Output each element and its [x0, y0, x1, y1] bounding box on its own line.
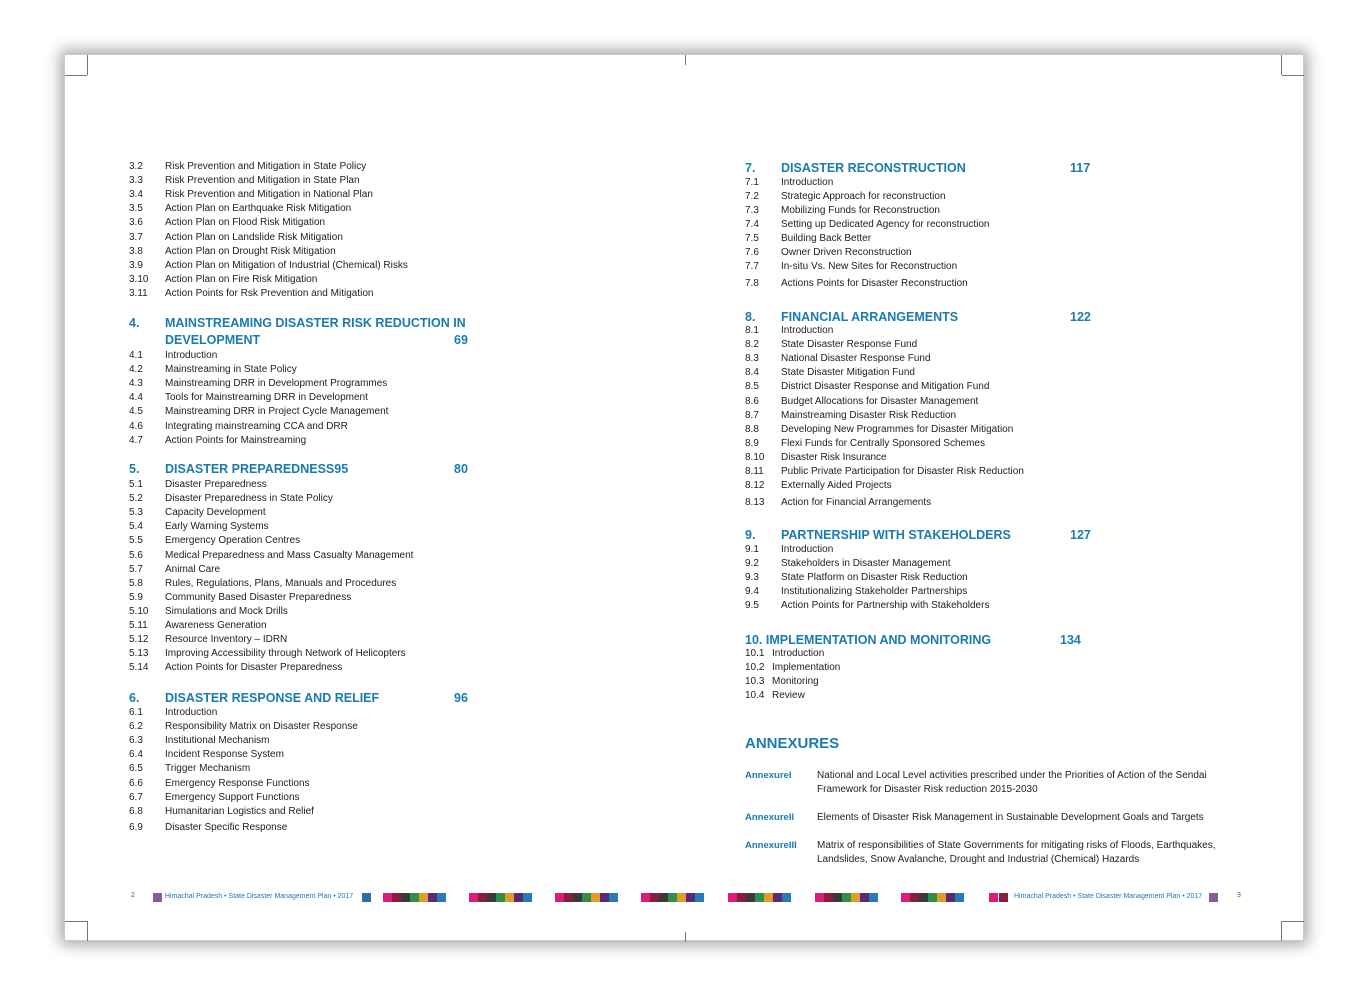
toc-entry-title: Stakeholders in Disaster Management [781, 558, 951, 570]
toc-entry-title: Risk Prevention and Mitigation in National Plan [165, 189, 373, 201]
toc-entry-number: 3.11 [129, 287, 148, 299]
toc-entry-title: State Disaster Mitigation Fund [781, 367, 915, 379]
stripe-cell [869, 893, 878, 902]
toc-entry-title: Action Plan on Fire Risk Mitigation [165, 273, 318, 285]
crop-mark [685, 55, 686, 65]
toc-entry-title: Action for Financial Arrangements [781, 497, 932, 508]
toc-entry-number: 6.1 [129, 707, 143, 718]
toc-entry-number: 7.7 [745, 261, 759, 272]
stripe-cell [910, 893, 919, 902]
stripe-cell [782, 893, 791, 902]
toc-entry-number: 5.8 [129, 577, 143, 589]
toc-entry-number: 6.7 [129, 791, 143, 803]
stripe-cell [428, 893, 437, 902]
toc-entry-number: 8.13 [745, 497, 765, 508]
toc-entry-number: 8.12 [745, 480, 765, 492]
chapter-heading [745, 527, 1110, 544]
toc-entry-title: Action Plan on Earthquake Risk Mitigation [165, 203, 352, 215]
toc-entry-title: Externally Aided Projects [781, 480, 892, 492]
annexure-label: AnnexureIII [745, 840, 797, 851]
toc-entry-number: 5.7 [129, 563, 143, 575]
toc-entry-number: 8.4 [745, 367, 759, 379]
chapter-title: PARTNERSHIP WITH STAKEHOLDERS [781, 528, 1011, 542]
stripe-cell [686, 893, 695, 902]
toc-entry-title: Public Private Participation for Disaster Risk Reduction [781, 466, 1024, 477]
toc-entry-title: Institutional Mechanism [165, 735, 270, 747]
toc-entry-title: State Platform on Disaster Risk Reduction [781, 572, 968, 584]
chapter-number: 8. [745, 310, 756, 324]
chapter-heading [745, 160, 1110, 177]
toc-entry-title: Introduction [165, 707, 218, 718]
toc-entry-title: Action Plan on Drought Risk Mitigation [165, 245, 336, 257]
toc-entry-title: Mainstreaming in State Policy [165, 364, 297, 376]
stripe-cell [946, 893, 955, 902]
toc-entry-title: Improving Accessibility through Network of Helicopters [165, 648, 406, 660]
toc-entry-title: Disaster Preparedness in State Policy [165, 493, 333, 505]
toc-entry-title: Early Warning Systems [165, 521, 269, 533]
chapter-title: DISASTER RESPONSE AND RELIEF [165, 691, 380, 705]
toc-entry-number: 3.10 [129, 273, 149, 285]
footer-stripe-group [383, 893, 446, 902]
stripe-cell [851, 893, 860, 902]
toc-entry-title: State Disaster Response Fund [781, 339, 918, 351]
chapter-page-number: 117 [1070, 161, 1091, 175]
stripe-cell [650, 893, 659, 902]
toc-entry-number: 8.11 [745, 466, 764, 477]
toc-entry-title: Trigger Mechanism [165, 763, 251, 775]
stripe-cell [919, 893, 928, 902]
toc-entry-title: Mainstreaming DRR in Project Cycle Management [165, 406, 389, 418]
toc-entry-title: Actions Points for Disaster Reconstruction [781, 278, 968, 289]
toc-entry-number: 6.5 [129, 763, 143, 775]
toc-entry-number: 3.3 [129, 175, 143, 187]
toc-entry-title: Flexi Funds for Centrally Sponsored Schemes [781, 437, 985, 449]
toc-entry-number: 8.7 [745, 409, 759, 421]
toc-entry-title: Implementation [772, 662, 841, 674]
toc-entry-number: 10.1 [745, 648, 765, 659]
toc-entry-title: Owner Driven Reconstruction [781, 247, 912, 258]
toc-entry-number: 9.2 [745, 558, 759, 570]
toc-entry-number: 3.2 [129, 161, 143, 172]
toc-entry-title: Action Points for Disaster Preparedness [165, 662, 343, 674]
toc-entry-number: 8.5 [745, 381, 759, 393]
toc-entry-title: Capacity Development [165, 507, 266, 519]
toc-entry-title: Risk Prevention and Mitigation in State Policy [165, 161, 367, 172]
toc-entry-title: In-situ Vs. New Sites for Reconstruction [781, 261, 958, 272]
annexure-item [745, 839, 1225, 869]
footer-stripe-group [728, 893, 791, 902]
annexure-item [745, 811, 1225, 841]
stripe-cell [860, 893, 869, 902]
annexure-description: Elements of Disaster Risk Management in Sustainable Development Goals and Targets [817, 812, 1204, 823]
stripe-cell [600, 893, 609, 902]
toc-entry-number: 6.8 [129, 805, 143, 817]
toc-entry-number: 8.10 [745, 451, 765, 463]
stripe-cell [383, 893, 392, 902]
toc-entry-title: District Disaster Response and Mitigation Fund [781, 381, 990, 393]
toc-entry-number: 8.9 [745, 437, 759, 449]
chapter-number: 7. [745, 161, 756, 175]
annexure-description: Matrix of responsibilities of State Governments for mitigating risks of Floods, Earthquakes, Landslides, Snow Avalanche, Drought and Industrial (Chemical) Hazards [817, 840, 1216, 865]
toc-entry-title: Setting up Dedicated Agency for reconstruction [781, 219, 990, 230]
toc-entry-number: 5.5 [129, 535, 143, 547]
toc-entry-number: 5.3 [129, 507, 143, 519]
toc-entry-number: 5.6 [129, 549, 143, 561]
footer-stripe-group [815, 893, 878, 902]
chapter-number: 9. [745, 528, 756, 542]
chapter-number: 6. [129, 691, 140, 705]
toc-entry-title: Rules, Regulations, Plans, Manuals and Procedures [165, 577, 397, 589]
toc-entry-title: Action Plan on Mitigation of Industrial (Chemical) Risks [165, 259, 408, 271]
stripe-cell [392, 893, 401, 902]
toc-entry-title: Review [772, 690, 805, 702]
stripe-cell [955, 893, 964, 902]
stripe-cell [824, 893, 833, 902]
crop-mark [1282, 75, 1304, 76]
stripe-cell [523, 893, 532, 902]
toc-entry-number: 5.10 [129, 605, 149, 617]
stripe-cell [410, 893, 419, 902]
toc-entry-title: Monitoring [772, 676, 819, 688]
crop-mark [685, 932, 686, 942]
footer-text-left: Himachal Pradesh • State Disaster Management Plan • 2017 [165, 893, 354, 900]
toc-entry-number: 4.1 [129, 350, 143, 361]
toc-entry-title: Animal Care [165, 563, 221, 575]
toc-entry-number: 4.5 [129, 406, 143, 418]
toc-entry-title: Introduction [781, 544, 834, 555]
toc-entry-number: 9.3 [745, 572, 759, 584]
stripe-cell [496, 893, 505, 902]
stripe-cell [815, 893, 824, 902]
chapter-page-number: 122 [1070, 310, 1091, 324]
stripe-cell [937, 893, 946, 902]
toc-entry-number: 4.7 [129, 434, 143, 446]
stripe-cell [773, 893, 782, 902]
stripe-cell [755, 893, 764, 902]
stripe-cell [677, 893, 686, 902]
toc-entry-title: Emergency Operation Centres [165, 535, 301, 547]
stripe-cell [659, 893, 668, 902]
toc-entry-number: 8.3 [745, 353, 759, 365]
stripe-cell [695, 893, 704, 902]
toc-entry-title: Building Back Better [781, 233, 872, 244]
toc-entry-title: Mainstreaming DRR in Development Programmes [165, 378, 388, 390]
toc-entry-title: Risk Prevention and Mitigation in State Plan [165, 175, 360, 187]
toc-entry-title: Action Points for Mainstreaming [165, 434, 307, 446]
page-number-left: 2 [131, 892, 135, 899]
toc-entry-title: Action Points for Partnership with Stakeholders [781, 600, 990, 612]
toc-entry-title: Community Based Disaster Preparedness [165, 591, 352, 603]
toc-entry-number: 3.7 [129, 231, 143, 243]
crop-mark [1281, 55, 1282, 75]
toc-entry-title: Developing New Programmes for Disaster Mitigation [781, 423, 1014, 435]
toc-entry-title: Strategic Approach for reconstruction [781, 191, 946, 202]
toc-entry-title: Disaster Preparedness [165, 479, 267, 490]
footer-text-right: Himachal Pradesh • State Disaster Management Plan • 2017 [1014, 893, 1203, 900]
annexures-heading: ANNEXURES [745, 735, 840, 752]
toc-entry-title: Introduction [165, 350, 218, 361]
toc-entry-number: 5.14 [129, 662, 149, 674]
toc-entry-number: 10.2 [745, 662, 765, 674]
toc-entry-title: Introduction [781, 325, 834, 336]
toc-entry-number: 4.4 [129, 392, 143, 404]
toc-entry-number: 4.6 [129, 420, 143, 432]
toc-entry-number: 5.13 [129, 648, 149, 660]
stripe-cell [573, 893, 582, 902]
toc-entry-title: Disaster Risk Insurance [781, 451, 887, 463]
toc-entry-title: Mainstreaming Disaster Risk Reduction [781, 409, 957, 421]
page-number-right: 3 [1237, 892, 1241, 899]
toc-entry-title: National Disaster Response Fund [781, 353, 931, 365]
toc-entry-title: Budget Allocations for Disaster Management [781, 395, 979, 407]
stripe-cell [668, 893, 677, 902]
toc-entry-number: 7.3 [745, 205, 759, 216]
footer-square [1209, 893, 1218, 902]
toc-entry-number: 10.4 [745, 690, 765, 702]
footer-square [153, 893, 162, 902]
annexure-description: National and Local Level activities prescribed under the Priorities of Action of the Sendai Framework for Disaster Risk reduction 2015-2030 [817, 770, 1207, 795]
document-spread [64, 54, 1304, 941]
toc-entry-number: 3.9 [129, 259, 143, 271]
chapter-heading [129, 461, 494, 478]
stripe-cell [487, 893, 496, 902]
stripe-cell [901, 893, 910, 902]
chapter-title: 10. IMPLEMENTATION AND MONITORING [745, 633, 992, 647]
toc-entry-title: Mobilizing Funds for Reconstruction [781, 205, 940, 216]
toc-entry-number: 6.2 [129, 721, 143, 733]
toc-entry-title: Responsibility Matrix on Disaster Response [165, 721, 358, 733]
toc-entry-number: 9.4 [745, 586, 759, 598]
chapter-title: DISASTER RECONSTRUCTION [781, 161, 966, 175]
toc-entry-title: Introduction [772, 648, 825, 659]
chapter-number: 5. [129, 462, 140, 476]
toc-entry-number: 5.12 [129, 634, 149, 646]
toc-entry-number: 7.5 [745, 233, 759, 244]
toc-entry-number: 3.4 [129, 189, 143, 201]
crop-mark [87, 921, 88, 941]
footer-stripe-group [901, 893, 964, 902]
toc-entry-number: 6.3 [129, 735, 143, 747]
chapter-title: DISASTER PREPAREDNESS95 [165, 462, 349, 476]
toc-entry-number: 5.2 [129, 493, 143, 505]
toc-entry-number: 8.2 [745, 339, 759, 351]
footer-stripe-group [469, 893, 532, 902]
crop-mark [65, 921, 87, 922]
chapter-page-number: 96 [454, 691, 468, 705]
chapter-title: FINANCIAL ARRANGEMENTS [781, 310, 959, 324]
stripe-cell [609, 893, 618, 902]
toc-entry-number: 3.8 [129, 245, 143, 257]
toc-entry-title: Introduction [781, 177, 834, 188]
toc-entry-number: 8.1 [745, 325, 759, 336]
stripe-cell [928, 893, 937, 902]
stripe-cell [833, 893, 842, 902]
toc-entry-number: 6.6 [129, 777, 143, 789]
toc-entry-title: Action Plan on Landslide Risk Mitigation [165, 231, 343, 243]
chapter-title-line2: DEVELOPMENT [165, 333, 261, 347]
chapter-number: 4. [129, 316, 140, 330]
chapter-page-number: 80 [454, 462, 468, 476]
stripe-cell [641, 893, 650, 902]
crop-mark [65, 75, 87, 76]
footer-stripe-group [641, 893, 704, 902]
toc-entry-number: 7.8 [745, 278, 759, 289]
stripe-cell [437, 893, 446, 902]
footer-stripe-group [555, 893, 618, 902]
toc-entry-title: Emergency Response Functions [165, 777, 310, 789]
toc-entry-number: 7.6 [745, 247, 759, 258]
toc-entry-title: Institutionalizing Stakeholder Partnerships [781, 586, 968, 598]
annexure-label: AnnexureI [745, 770, 792, 781]
toc-entry-number: 8.8 [745, 423, 759, 435]
toc-entry-number: 7.2 [745, 191, 759, 202]
toc-entry-number: 5.4 [129, 521, 143, 533]
toc-entry-number: 7.4 [745, 219, 759, 230]
toc-entry-number: 7.1 [745, 177, 759, 188]
chapter-page-number: 134 [1060, 633, 1081, 647]
stripe-cell [514, 893, 523, 902]
toc-entry-title: Emergency Support Functions [165, 791, 300, 803]
toc-entry-title: Disaster Specific Response [165, 822, 288, 833]
stripe-cell [764, 893, 773, 902]
toc-entry-number: 10.3 [745, 676, 765, 688]
toc-entry-number: 5.1 [129, 479, 143, 490]
stripe-cell [419, 893, 428, 902]
toc-entry-number: 5.9 [129, 591, 143, 603]
chapter-title-line1: MAINSTREAMING DISASTER RISK REDUCTION IN [165, 316, 466, 330]
chapter-heading [129, 315, 569, 349]
toc-entry-title: Simulations and Mock Drills [165, 605, 288, 617]
crop-mark [87, 55, 88, 75]
stripe-cell [401, 893, 410, 902]
crop-mark [1281, 921, 1282, 941]
toc-entry-number: 3.5 [129, 203, 143, 215]
stripe-cell [582, 893, 591, 902]
stripe-cell [842, 893, 851, 902]
toc-entry-number: 5.11 [129, 620, 148, 631]
toc-entry-title: Action Points for Rsk Prevention and Mitigation [165, 287, 374, 299]
toc-entry-title: Humanitarian Logistics and Relief [165, 805, 314, 817]
toc-entry-title: Incident Response System [165, 749, 284, 761]
toc-entry-number: 9.5 [745, 600, 759, 612]
chapter-page-number: 69 [454, 333, 468, 347]
chapter-heading [129, 690, 494, 707]
stripe-cell [564, 893, 573, 902]
annexure-label: AnnexureII [745, 812, 795, 823]
toc-entry-number: 6.4 [129, 749, 143, 761]
toc-entry-title: Action Plan on Flood Risk Mitigation [165, 217, 326, 229]
toc-entry-title: Awareness Generation [165, 620, 267, 631]
footer-square [989, 893, 998, 902]
toc-entry-title: Tools for Mainstreaming DRR in Development [165, 392, 368, 404]
toc-entry-number: 4.2 [129, 364, 143, 376]
chapter-page-number: 127 [1070, 528, 1091, 542]
footer-square [999, 893, 1008, 902]
stripe-cell [478, 893, 487, 902]
toc-entry-title: Resource Inventory – IDRN [165, 634, 288, 646]
crop-mark [1282, 921, 1304, 922]
stripe-cell [555, 893, 564, 902]
toc-entry-number: 8.6 [745, 395, 759, 407]
stripe-cell [737, 893, 746, 902]
toc-entry-number: 9.1 [745, 544, 759, 555]
stripe-cell [469, 893, 478, 902]
toc-entry-number: 4.3 [129, 378, 143, 390]
stripe-cell [728, 893, 737, 902]
annexure-item [745, 769, 1225, 799]
toc-entry-title: Medical Preparedness and Mass Casualty Management [165, 549, 414, 561]
toc-entry-number: 3.6 [129, 217, 143, 229]
stripe-cell [505, 893, 514, 902]
footer-square [362, 893, 371, 902]
toc-entry-number: 6.9 [129, 822, 143, 833]
stripe-cell [591, 893, 600, 902]
stripe-cell [746, 893, 755, 902]
toc-entry-title: Integrating mainstreaming CCA and DRR [165, 420, 348, 432]
